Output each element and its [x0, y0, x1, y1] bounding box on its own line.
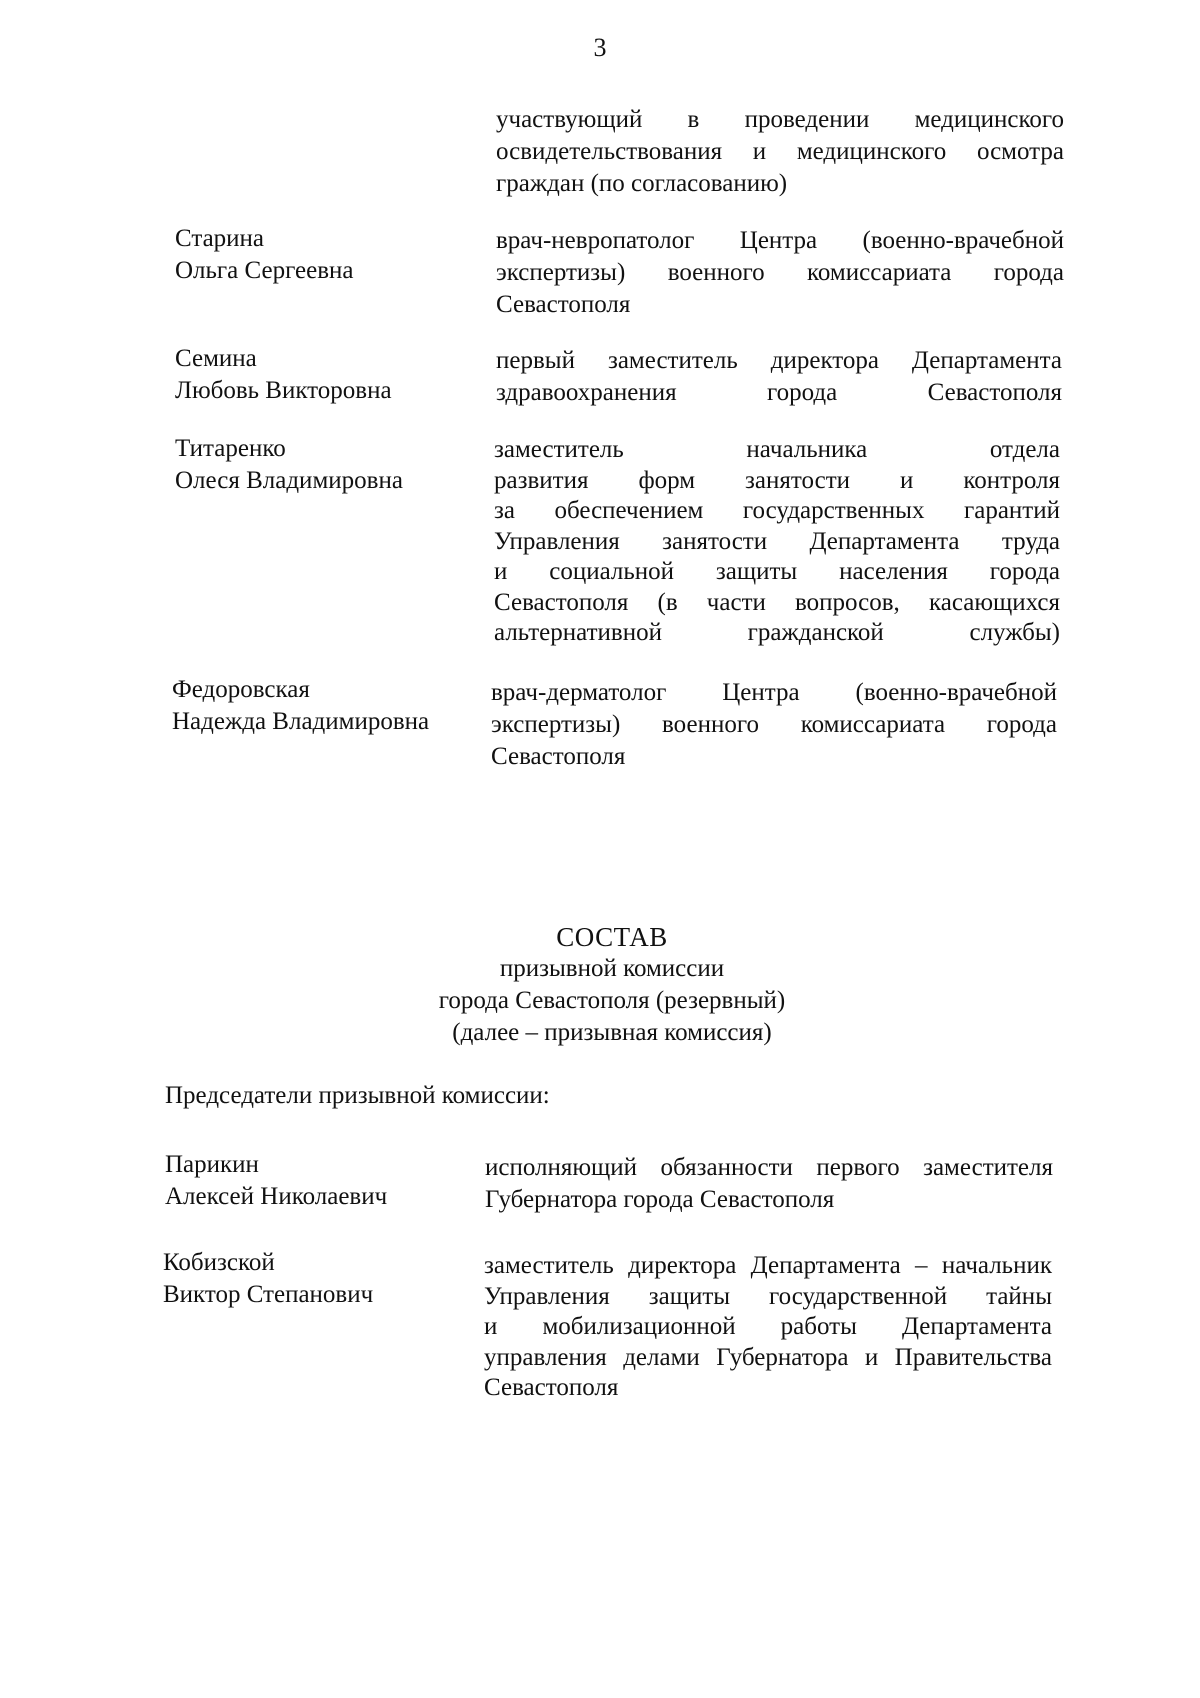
member-surname: Титаренко [175, 435, 286, 462]
role-line: здравоохранения города Севастополя [496, 379, 1062, 406]
heading-title: СОСТАВ [556, 922, 668, 952]
role-line: экспертизы) военного комиссариата города [496, 259, 1064, 286]
role-line: Севастополя (в части вопросов, касающихся [494, 588, 1060, 616]
chairs-label: Председатели призывной комиссии: [165, 1082, 550, 1109]
member-role [496, 225, 1064, 321]
role-line: первый заместитель директора Департамента [496, 347, 1062, 374]
chair-given-name: Алексей Николаевич [165, 1183, 388, 1210]
role-line: участвующий в проведении медицинского [496, 106, 1064, 133]
role-line: заместитель начальника отдела [494, 436, 1060, 463]
page-number: 3 [593, 33, 607, 62]
role-line: врач-невропатолог Центра (военно-врачебной [496, 227, 1064, 254]
member-surname: Семина [175, 345, 257, 372]
role-line: Севастополя [496, 291, 631, 318]
chair-role [484, 1251, 1052, 1404]
chair-surname: Парикин [165, 1151, 259, 1178]
role-line: альтернативной гражданской службы) [494, 619, 1060, 646]
member-given-name: Любовь Викторовна [175, 377, 392, 404]
role-line: Губернатора города Севастополя [485, 1186, 835, 1213]
role-line: управления делами Губернатора и Правительства [484, 1343, 1052, 1371]
role-line: развития форм занятости и контроля [494, 466, 1060, 494]
member-given-name: Ольга Сергеевна [175, 257, 354, 284]
role-line: и социальной защиты населения города [494, 558, 1060, 585]
heading-line: (далее – призывная комиссия) [452, 1019, 772, 1046]
chair-role [485, 1152, 1053, 1216]
member-surname: Старина [175, 225, 265, 252]
member-name [175, 433, 403, 497]
role-line: Управления занятости Департамента труда [494, 527, 1060, 555]
chair-name [163, 1247, 373, 1311]
member-name [175, 343, 392, 407]
role-line: Управления защиты государственной тайны [484, 1282, 1052, 1310]
member-role [491, 677, 1057, 773]
role-line: экспертизы) военного комиссариата города [491, 711, 1057, 738]
heading-line: призывной комиссии [499, 955, 725, 982]
chair-surname: Кобизской [163, 1249, 275, 1276]
role-line: Севастополя [484, 1374, 619, 1401]
role-line: исполняющий обязанности первого заместителя [485, 1154, 1053, 1181]
role-line: заместитель директора Департамента – начальник [484, 1252, 1052, 1279]
member-name [175, 223, 354, 287]
member-surname: Федоровская [172, 676, 310, 703]
member-given-name: Надежда Владимировна [172, 708, 430, 735]
continued-role-text [496, 104, 1064, 200]
role-line: за обеспечением государственных гарантий [494, 497, 1060, 524]
member-given-name: Олеся Владимировна [175, 467, 403, 494]
role-line: освидетельствования и медицинского осмотра [496, 138, 1064, 165]
section-heading [12, 921, 1200, 1049]
role-line: Севастополя [491, 743, 626, 770]
role-line: и мобилизационной работы Департамента [484, 1313, 1052, 1340]
chair-given-name: Виктор Степанович [163, 1281, 374, 1308]
member-role [494, 435, 1060, 649]
member-name [172, 674, 429, 738]
chair-name [165, 1149, 387, 1213]
role-line: граждан (по согласованию) [496, 170, 788, 197]
member-role [496, 345, 1062, 409]
role-line: врач-дерматолог Центра (военно-врачебной [491, 679, 1057, 706]
heading-line: города Севастополя (резервный) [438, 987, 786, 1014]
